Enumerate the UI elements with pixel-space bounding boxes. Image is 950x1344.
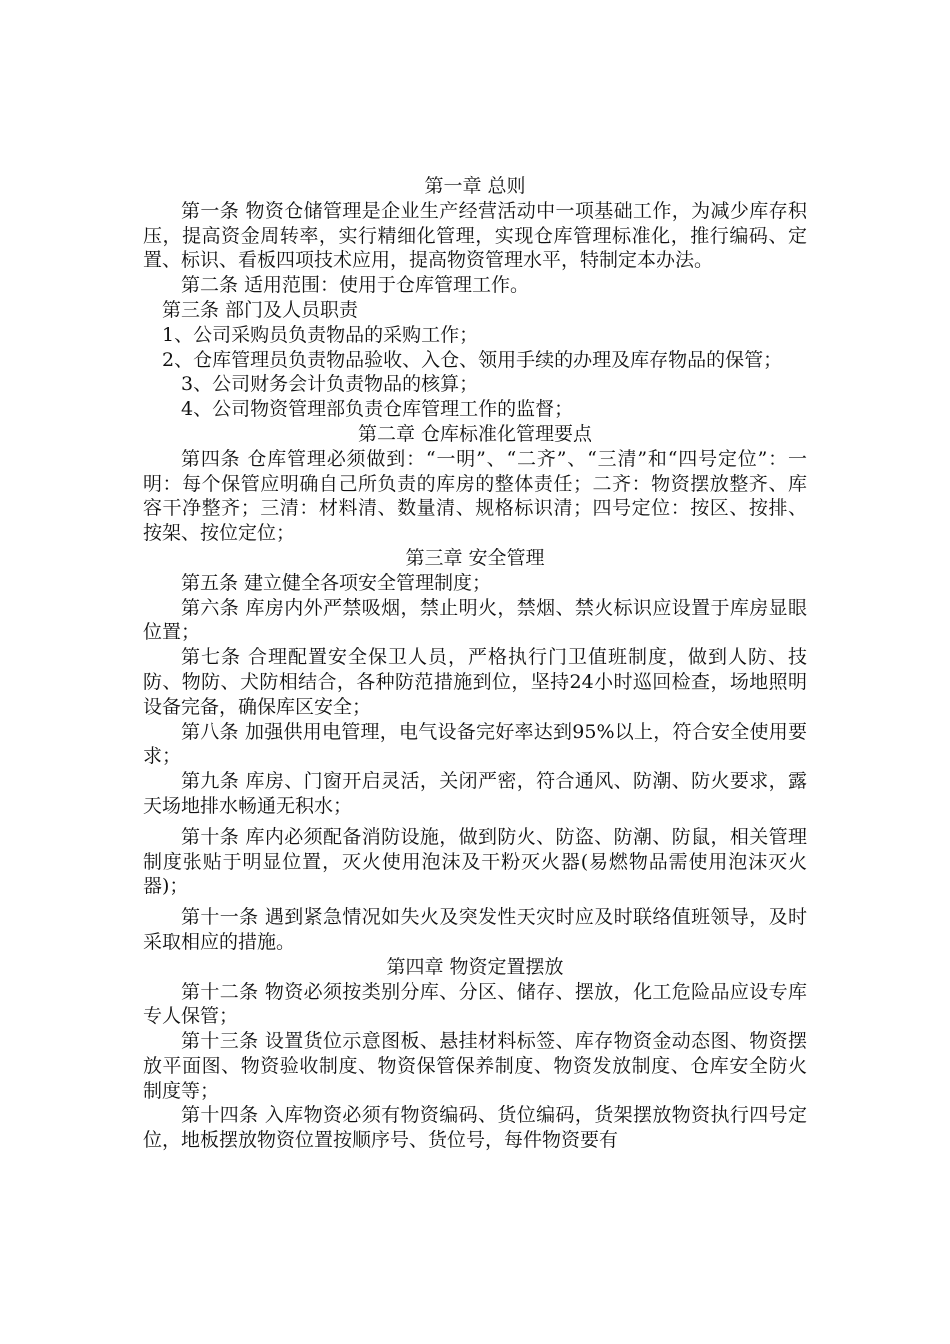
document-body (143, 174, 807, 1153)
article-3: 第三条 部门及人员职责 (162, 298, 359, 321)
article-9: 第九条 库房、门窗开启灵活，关闭严密，符合通风、防潮、防火要求，露天场地排水畅通无积水； (143, 770, 807, 817)
article-1: 第一条 物资仓储管理是企业生产经营活动中一项基础工作，为减少库存积压，提高资金周转率，实行精细化管理，实现仓库管理标准化，推行编码、定置、标识、看板四项技术应用，提高物资管理水平，特制定本办法。 (143, 199, 807, 272)
duty-item-2: 2、仓库管理员负责物品验收、入仓、领用手续的办理及库存物品的保管； (162, 348, 783, 371)
duty-item-1: 1、公司采购员负责物品的采购工作； (162, 323, 479, 346)
article-6: 第六条 库房内外严禁吸烟，禁止明火，禁烟、禁火标识应设置于库房显眼位置； (143, 596, 807, 644)
article-14: 第十四条 入库物资必须有物资编码、货位编码，货架摆放物资执行四号定位，地板摆放物资位置按顺序号、货位号，每件物资要有 (143, 1104, 807, 1152)
article-11: 第十一条 遇到紧急情况如失火及突发性天灾时应及时联络值班领导，及时采取相应的措施。 (143, 906, 807, 953)
article-2: 第二条 适用范围：使用于仓库管理工作。 (181, 274, 530, 297)
article-12: 第十二条 物资必须按类别分库、分区、储存、摆放，化工危险品应设专库专人保管； (143, 980, 807, 1028)
chapter-2-title: 第二章 仓库标准化管理要点 (357, 422, 593, 445)
article-10: 第十条 库内必须配备消防设施，做到防火、防盗、防潮、防鼠，相关管理制度张贴于明显位置，灭火使用泡沫及干粉灭火器(易燃物品需使用泡沫灭火器)； (143, 825, 807, 898)
article-5: 第五条 建立健全各项安全管理制度； (181, 571, 492, 594)
article-4: 第四条 仓库管理必须做到：“一明”、“二齐”、“三清”和“四号定位”：一明：每个保管应明确自己所负责的库房的整体责任；二齐：物资摆放整齐、库容干净整齐；三清：材料清、数量清、规格标识清；四号定位：按区、按排、按架、按位定位； (143, 447, 807, 545)
article-8: 第八条 加强供用电管理，电气设备完好率达到95%以上，符合安全使用要求； (143, 720, 807, 768)
chapter-4-title: 第四章 物资定置摆放 (386, 955, 564, 978)
duty-item-3: 3、公司财务会计负责物品的核算； (181, 373, 479, 396)
duty-item-4: 4、公司物资管理部负责仓库管理工作的监督； (181, 398, 574, 421)
article-13: 第十三条 设置货位示意图板、悬挂材料标签、库存物资金动态图、物资摆放平面图、物资验收制度、物资保管保养制度、物资发放制度、仓库安全防火制度等； (143, 1030, 807, 1102)
article-7: 第七条 合理配置安全保卫人员，严格执行门卫值班制度，做到人防、技防、物防、犬防相结合，各种防范措施到位，坚持24小时巡回检查，场地照明设备完备，确保库区安全； (143, 646, 807, 718)
chapter-3-title: 第三章 安全管理 (405, 546, 545, 569)
chapter-1-title: 第一章 总则 (424, 175, 526, 197)
